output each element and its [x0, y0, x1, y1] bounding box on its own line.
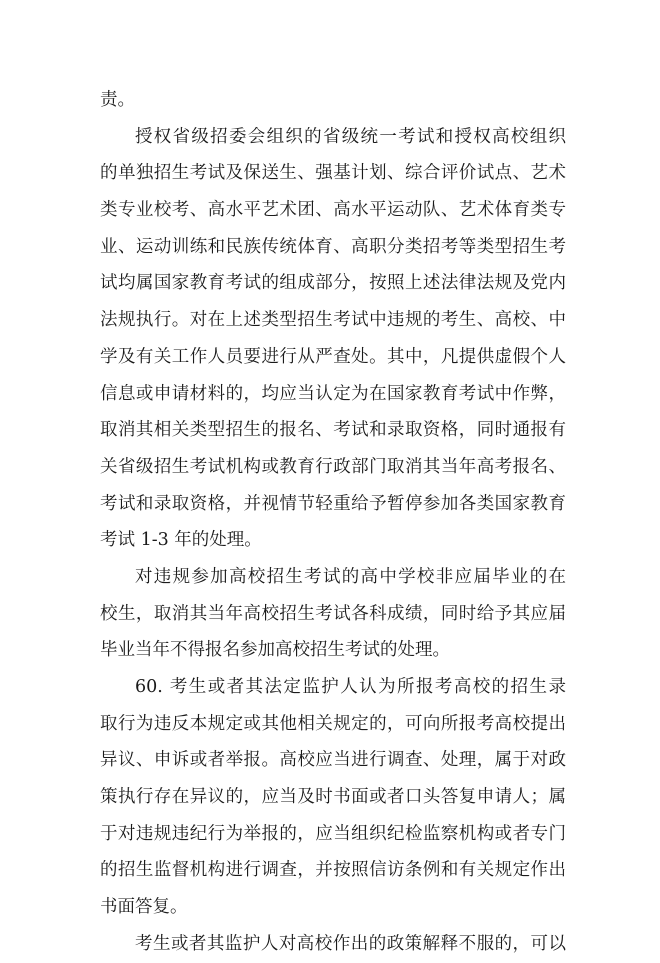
text-line: 于对违规违纪行为举报的，应当组织纪检监察机构或者专门: [100, 823, 566, 844]
text-line: 考试 1-3 年的处理。: [100, 530, 262, 551]
text-line: 书面答复。: [100, 897, 188, 918]
text-line: 关省级招生考试机构或教育行政部门取消其当年高考报名、: [100, 456, 566, 477]
text-line: 考生或者其监护人对高校作出的政策解释不服的，可以: [135, 933, 566, 954]
text-line: 的单独招生考试及保送生、强基计划、综合评价试点、艺术: [100, 163, 566, 184]
text-line: 法规执行。对在上述类型招生考试中违规的考生、高校、中: [100, 310, 566, 331]
text-line: 责。: [100, 90, 135, 110]
text-line: 毕业当年不得报名参加高校招生考试的处理。: [100, 640, 450, 661]
text-line: 取消其相关类型招生的报名、考试和录取资格，同时通报有: [100, 420, 566, 441]
text-line: 授权省级招委会组织的省级统一考试和授权高校组织: [135, 126, 566, 147]
text-line: 校生，取消其当年高校招生考试各科成绩，同时给予其应届: [100, 603, 566, 624]
text-line: 异议、申诉或者举报。高校应当进行调查、处理，属于对政: [100, 750, 566, 771]
text-line: 的招生监督机构进行调查，并按照信访条例和有关规定作出: [100, 860, 566, 881]
text-line: 60. 考生或者其法定监护人认为所报考高校的招生录: [135, 677, 566, 697]
text-line: 学及有关工作人员要进行从严查处。其中，凡提供虚假个人: [100, 346, 566, 367]
text-line: 对违规参加高校招生考试的高中学校非应届毕业的在: [135, 566, 566, 587]
text-line: 类专业校考、高水平艺术团、高水平运动队、艺术体育类专: [100, 200, 566, 221]
text-line: 信息或申请材料的，均应当认定为在国家教育考试中作弊，: [100, 383, 566, 404]
text-line: 试均属国家教育考试的组成部分，按照上述法律法规及党内: [100, 273, 566, 294]
document-body: [100, 82, 566, 963]
text-line: 取行为违反本规定或其他相关规定的，可向所报考高校提出: [100, 713, 566, 734]
text-line: 策执行存在异议的，应当及时书面或者口头答复申请人；属: [100, 787, 566, 808]
text-line: 业、运动训练和民族传统体育、高职分类招考等类型招生考: [100, 236, 566, 257]
text-line: 考试和录取资格，并视情节轻重给予暂停参加各类国家教育: [100, 493, 566, 514]
